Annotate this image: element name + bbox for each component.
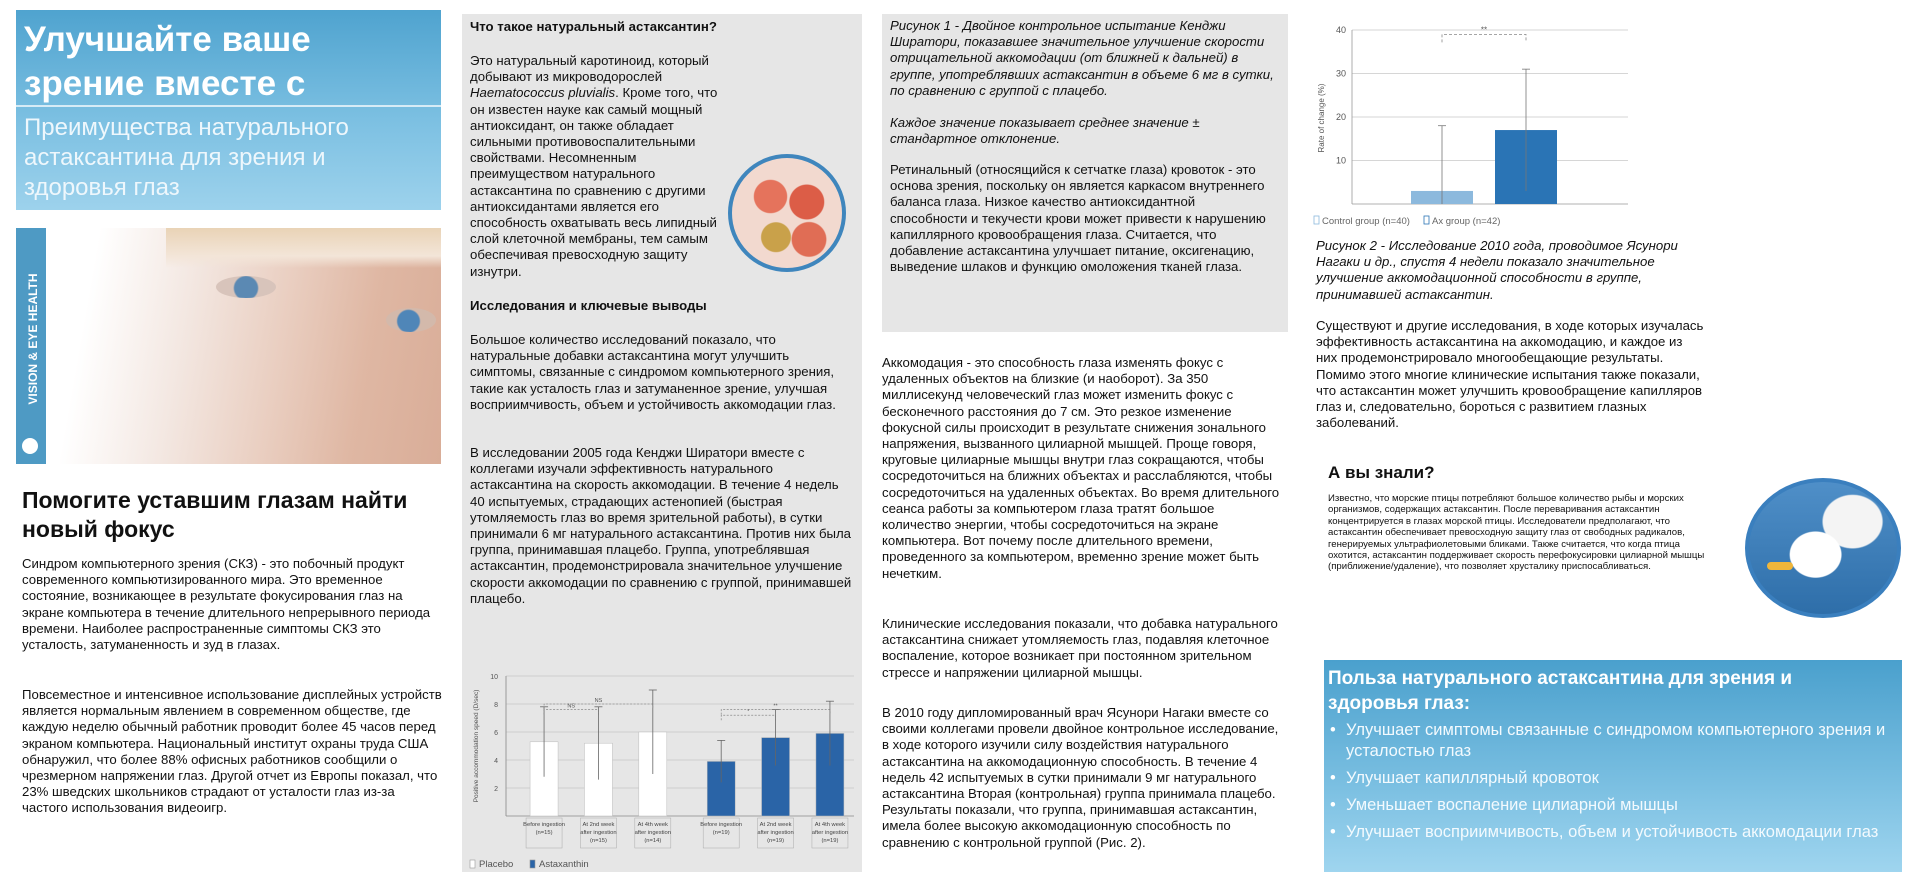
what-is-text-b: . Кроме того, что он известен науке как самый мощный антиоксидант, он также обладает сильными противовоспалительными свойствами. Несомненным преимуществом натурального астаксантина по сравнению с другими антиоксидантами является его способность охватывать весь липидный слой клеточной мембраны, тем самым обеспечивая превосходную защиту изнутри. [470, 85, 718, 279]
what-is-text-a: Это натуральный каротиноид, который добывают из микроводорослей [470, 53, 709, 85]
side-label: VISION & EYE HEALTH [26, 273, 40, 405]
benefit-item: • Улучшает симптомы связанные с синдромом компьютерного зрения и усталостью глаз [1346, 720, 1896, 762]
paragraph-retinal-flow: Ретинальный (относящийся к сетчатке глаза) кровоток - это основа зрения, поскольку он является каркасом внутреннего баланса глаза. Низкое качество антиоксидантной способности и текучести крови может привести к нарушению капиллярного кровообращения глаза. Считается, что добавление астаксантина улучшает питание, оксигенацию, выведение шлаков и функцию омоложения тканей глаза. [890, 162, 1266, 275]
chart1-x-tick: after ingestion [634, 830, 672, 836]
chart1-x-tick: At 2nd week [582, 822, 615, 828]
paragraph-clinical: Клинические исследования показали, что добавка натурального астаксантина снижает утомляемость глаз, подавляя клеточное воспаление, которое возникает при постоянном зрительном стрессе и напряжении цилиарной мышцы. [882, 616, 1278, 680]
paragraph-other-studies: Существуют и другие исследования, в ходе которых изучалась эффективность астаксантина на аккомодацию, и каждое из них продемонстрировало многообещающие результаты. Помимо этого многие клинические испытания также показали, что астаксантин может улучшить кровообращение капилляров глаз и, следовательно, бороться с развитием глазных заболеваний. [1316, 318, 1704, 431]
chart1-x-tick: Before ingestion [523, 822, 566, 828]
chart2-legend-label: Ax group (n=42) [1432, 216, 1501, 227]
seagull-beak [1767, 562, 1793, 570]
chart2-y-label: Rate of change (%) [1317, 83, 1326, 153]
chart1-x-tick: after ingestion [757, 830, 794, 836]
chart1-significance-label: ** [773, 703, 778, 710]
chart1-x-tick: At 4th week [814, 822, 846, 828]
chart2-y-tick: 40 [1335, 25, 1346, 35]
chart1-x-tick: (n=19) [767, 838, 785, 844]
brand-logo-icon [22, 438, 38, 454]
did-you-know-text: Известно, что морские птицы потребляют большое количество рыбы и морских организмов, содержащих астаксантин. После переваривания астаксантин концентрируется в глазах морской птицы. Исследователи предполагают, что астаксантин обеспечивает превосходную защиту глаз от свободных радикалов, генерируемых ультрафиолетовыми бликами. Также считается, что когда птица охотится, астаксантин поддерживает скорость перефокусировки цилиарной мышцы (приближение/удаление), что позволяет хрусталику приспосабливаться. [1328, 493, 1705, 573]
seagull-image [1745, 478, 1901, 618]
benefit-item: • Улучшает капиллярный кровоток [1346, 768, 1896, 789]
heading-research: Исследования и ключевые выводы [470, 298, 707, 313]
photo-hair [166, 228, 441, 268]
did-you-know-heading: А вы знали? [1328, 463, 1435, 482]
side-label-bar [16, 228, 46, 464]
photo-eye-left [216, 276, 276, 298]
chart1-y-label: Positive accommodation speed (D/sec) [473, 689, 480, 803]
paragraph-what-is [470, 53, 728, 280]
paragraph-cvs: Синдром компьютерного зрения (СКЗ) - это побочный продукт современного компьютизированного мира. Это временное состояние, возникающее в результате фокусирования глаз на экране компьютера в течение длительного непрерывного периода времени. Наиболее распространенные симптомы СКЗ это усталость, затуманенность и зуд в глазах. [22, 556, 431, 653]
chart1-y-tick: 10 [490, 674, 498, 681]
heading-what-is-astaxanthin: Что такое натуральный астаксантин? [470, 19, 717, 34]
chart1-x-tick: Before ingestion [700, 822, 743, 828]
chart1-x-tick: (n=19) [712, 830, 730, 836]
column-2-panel [462, 14, 862, 872]
chart1-y-tick: 2 [494, 786, 498, 793]
paragraph-nagaki-study: В 2010 году дипломированный врач Ясунори Нагаки вместе со своими коллегами провели двойное контрольное исследование, в ходе которого изучили силу воздействия натурального астаксантина на аккомодационную способность. В течение 4 недель 42 испытуемых в сутки принимали 9 мг натурального астаксантина Вторая (контрольная) группа принимала плацебо. Результаты показали, что группа, принимавшая астаксантин, имела более высокую аккомодационную способность по сравнению с контрольной группой (Рис. 2). [882, 705, 1279, 850]
benefits-list [1324, 720, 1896, 849]
figure-1-caption-note: Каждое значение показывает среднее значение ± стандартное отклонение. [890, 115, 1200, 147]
paragraph-display-usage: Повсеместное и интенсивное использование дисплейных устройств является нормальным явлением в современном обществе, где каждую неделю обычный работник проводит более 45 часов перед экраном компьютера. Национальный институт охраны труда США обнаружил, что более 88% офисных работников сообщили о чрезмерном напряжении глаз. Другой отчет из Европы показал, что 23% шведских школьников страдают от усталости глаз из-за частого использования видеоигр. [22, 687, 442, 816]
chart1-significance-label: * [747, 709, 750, 716]
chart1-x-tick: after ingestion [580, 830, 617, 836]
chart1-legend-label: Placebo [479, 859, 514, 870]
paragraph-shiratori-study: В исследовании 2005 года Кенджи Ширатори вместе с коллегами изучали эффективность натурального астаксантина на скорость аккомодации. В течение 4 недель 40 испытуемых, страдающих астенопией (быстрая утомляемость глаз во время зрительной работы), в сутки принимали 6 мг натурального астаксантина. Против них была группа, принимавшая плацебо. Группа, употреблявшая астаксантин, продемонстрировала значительное улучшение скорости аккомодации по сравнению с группой, принимавшей плацебо. [470, 445, 852, 606]
chart1-x-tick: (n=15) [535, 830, 553, 836]
chart2-legend-label: Control group (n=40) [1322, 216, 1410, 227]
chart1-legend-swatch [470, 860, 475, 868]
chart1-x-tick: At 2nd week [759, 822, 792, 828]
chart1-significance-label: NS [594, 698, 603, 704]
chart1-y-tick: 6 [494, 730, 498, 737]
title-divider [16, 105, 441, 107]
chart1-y-tick: 4 [494, 758, 498, 765]
title-banner [16, 10, 441, 210]
chart1-legend-label: Astaxanthin [539, 859, 589, 870]
chart2-y-tick: 30 [1335, 68, 1346, 79]
chart2-significance-bracket [1442, 34, 1526, 42]
species-name: Haematococcus pluvialis [470, 85, 616, 101]
page-title: Улучшайте ваше зрение вместе с [24, 20, 311, 103]
chart2-significance-label: ** [1480, 25, 1488, 35]
chart1-x-tick: At 4th week [637, 822, 668, 828]
chart2-legend-swatch [1314, 216, 1319, 224]
chart2-y-tick: 20 [1335, 112, 1346, 122]
photo-eye-right [386, 308, 436, 332]
page-subtitle: Преимущества натурального астаксантина для зрения и здоровья глаз [24, 114, 349, 201]
chart1-y-tick: 8 [494, 702, 498, 709]
chart2-y-tick: 10 [1335, 155, 1346, 166]
algae-microscope-image [728, 154, 846, 272]
section-heading-tired-eyes: Помогите уставшим глазам найти новый фокус [22, 487, 408, 542]
chart1-x-tick: after ingestion [811, 830, 849, 836]
chart1-significance-label: NS [567, 703, 576, 710]
figure-2-chart [1312, 14, 1632, 230]
eye-photo [16, 228, 441, 464]
figure-1-chart [462, 650, 862, 872]
chart1-x-tick: (n=14) [644, 838, 662, 844]
paragraph-accommodation: Аккомодация - это способность глаза изменять фокус с удаленных объектов на близкие (и наоборот). За 350 миллисекунд человеческий глаз может изменить фокус с бесконечного расстояния до 7 см. Это резкое изменение фокусной силы происходит в результате снижения зонального напряжения, вызванного цилиарной мышцей. Проще говоря, круговые цилиарные мышцы внутри глаз сокращаются, чтобы сосредоточиться на ближних объектах и расслабляются, чтобы сосредоточиться на удаленных объектах. Во время длительного сеанса работы за компьютером глаза тратят большое количество энергии, чтобы сосредоточиться на экране компьютера. Вот почему после длительного времени, проведенного за компьютером, временно зрение может быть нечетким. [882, 355, 1280, 581]
figure-1-caption: Рисунок 1 - Двойное контрольное испытание Кенджи Ширатори, показавшее значительное улучшение скорости отрицательной аккомодации (от ближней к дальней) в группе, употреблявших астаксантин в объеме 6 мг в сутки, по сравнению с группой с плацебо. [890, 18, 1274, 98]
benefit-item: • Улучшает восприимчивость, объем и устойчивость аккомодации глаз [1346, 822, 1896, 843]
chart1-x-tick: (n=15) [589, 838, 607, 844]
benefits-panel [1324, 660, 1902, 872]
benefits-title: Польза натурального астаксантина для зрения и здоровья глаз: [1328, 668, 1792, 714]
chart1-x-tick: (n=19) [821, 838, 839, 844]
benefit-item: • Уменьшает воспаление цилиарной мышцы [1346, 795, 1896, 816]
chart1-legend-swatch [530, 860, 535, 868]
figure-1-caption-panel [882, 14, 1288, 332]
paragraph-research-summary: Большое количество исследований показало, что натуральные добавки астаксантина могут улучшить симптомы, связанные с синдромом компьютерного зрения, такие как усталость глаз и затуманенное зрение, улучшая восприимчивость, объем и устойчивость аккомодации глаз. [470, 332, 836, 412]
chart2-legend-swatch [1424, 216, 1429, 224]
figure-2-caption: Рисунок 2 - Исследование 2010 года, проводимое Ясунори Нагаки и др., спустя 4 недели показало значительное улучшение аккомодационной способности в группе, принимавшей астаксантин. [1316, 238, 1678, 302]
